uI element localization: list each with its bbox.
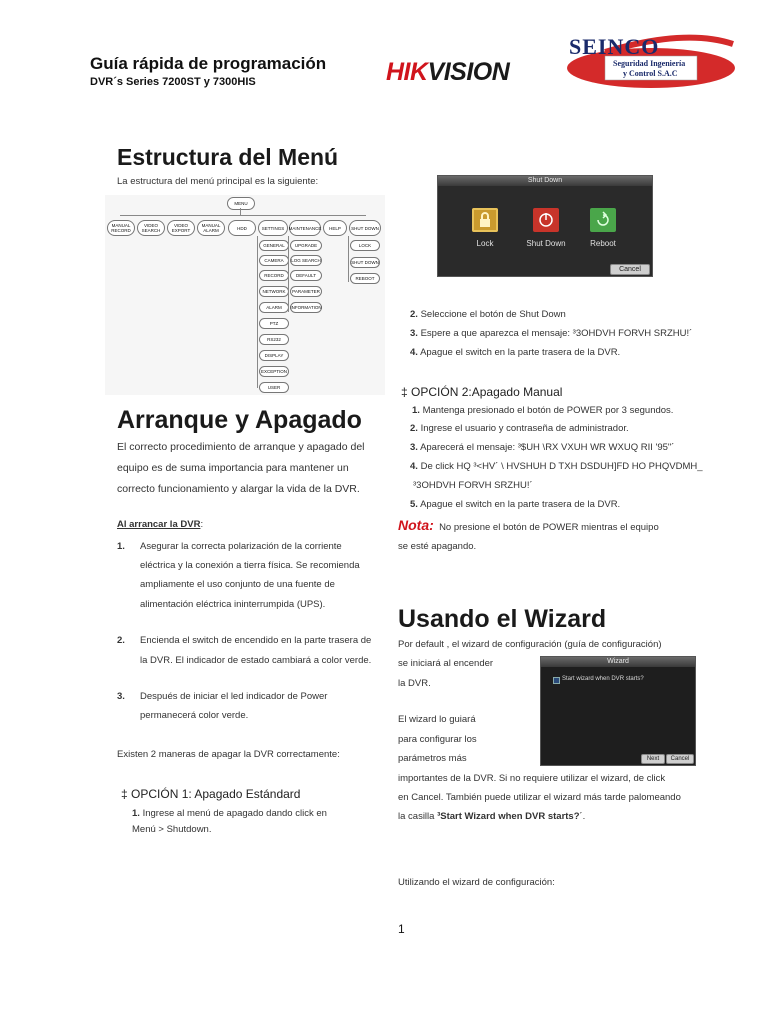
option1-heading <box>121 787 300 801</box>
wizard-cancel-button[interactable]: Cancel <box>666 754 694 764</box>
nota-line-2: se esté apagando. <box>398 541 477 552</box>
startup-item-2-num: 2. <box>117 635 125 646</box>
shutdown-lock-label[interactable]: Lock <box>476 239 494 248</box>
option2-step-4-num: 4. <box>410 461 418 472</box>
al-arrancar-heading <box>117 519 203 530</box>
nota-text-1: No presione el botón de POWER mientras el equipo <box>439 522 659 533</box>
wizard-line-9 <box>398 811 585 822</box>
tree-root: MENU <box>227 197 255 210</box>
option2-step-5-text: Apague el switch en la parte trasera de la DVR. <box>420 499 621 510</box>
seinco-name: SEINCO <box>569 34 660 59</box>
wizard-line-3: la DVR. <box>398 678 431 689</box>
wizard-footer: Utilizando el wizard de configuración: <box>398 877 555 888</box>
tree-node-record: RECORD <box>259 270 289 281</box>
shutdown-cancel-button[interactable]: Cancel <box>610 264 650 275</box>
lock-icon <box>472 208 498 232</box>
tree-node-alarm: ALARM <box>259 302 289 313</box>
tree-node-camera: CAMERA <box>259 255 289 266</box>
wizard-line-1: Por default , el wizard de configuración (guía de configuración) <box>398 639 662 650</box>
startup-p2: equipo es de suma importancia para mantener un <box>117 462 349 474</box>
option2-step-2 <box>410 423 629 434</box>
option1-step1 <box>132 808 327 819</box>
tree-node-manual-alarm: MANUAL ALARM <box>197 220 225 236</box>
power-icon-graphic <box>533 208 559 232</box>
tree-node-shutdown: SHUT DOWN <box>349 220 381 236</box>
al-arrancar-text: Al arrancar la DVR <box>117 519 201 530</box>
tree-node-help: HELP <box>323 220 347 236</box>
nota-line-1 <box>398 517 659 533</box>
two-ways-text: Existen 2 maneras de apagar la DVR correctamente: <box>117 749 340 760</box>
option2-step-1-num: 1. <box>412 405 420 416</box>
wizard-line-5: para configurar los <box>398 734 477 745</box>
option2-step-5-num: 5. <box>410 499 418 510</box>
wizard-line-9b: ³Start Wizard when DVR starts? <box>437 811 580 822</box>
tree-node-settings: SETTINGS <box>258 220 288 236</box>
startup-item-2-l1: Encienda el switch de encendido en la parte trasera de <box>140 635 372 646</box>
startup-item-3-l2: permanecerá color verde. <box>140 710 249 721</box>
option1-step1-cont: Menú > Shutdown. <box>132 824 212 835</box>
startup-item-3-num: 3. <box>117 691 125 702</box>
startup-item-3-l1: Después de iniciar el led indicador de Power <box>140 691 328 702</box>
wizard-line-8: en Cancel. También puede utilizar el wizard más tarde palomeando <box>398 792 681 803</box>
option1-step1-text: Ingrese al menú de apagado dando click en <box>142 808 327 819</box>
tree-node-general: GENERAL <box>259 240 289 251</box>
page-number: 1 <box>398 922 405 936</box>
wizard-screenshot <box>540 656 696 766</box>
option2-step-2-num: 2. <box>410 423 418 434</box>
power-icon <box>533 208 559 232</box>
startup-p3: correcto funcionamiento y alargar la vida de la DVR. <box>117 483 360 495</box>
menu-tree-diagram <box>105 195 385 395</box>
tree-node-hdd: HDD <box>228 220 256 236</box>
right-step-2 <box>410 309 566 320</box>
reboot-icon-graphic <box>590 208 616 232</box>
option2-heading <box>401 385 562 399</box>
tree-node-maintenance: MAINTENANCE <box>289 220 321 236</box>
tree-node-reboot: REBOOT <box>350 273 380 284</box>
right-step-3 <box>410 328 692 339</box>
option2-step-3-text: Aparecerá el mensaje: ³$UH \RX VXUH WR WXUQ RII '95"´ <box>420 442 675 453</box>
wizard-line-4: El wizard lo guiará <box>398 714 476 725</box>
wizard-line-2: se iniciará al encender <box>398 658 494 669</box>
menu-structure-heading: Estructura del Menú <box>117 144 339 170</box>
option2-step-2-text: Ingrese el usuario y contraseña de administrador. <box>420 423 629 434</box>
wizard-title-bar: Wizard <box>541 657 695 667</box>
option2-step-4-text: De click HQ ³<HV´ \ HVSHUH D TXH DSDUH]FD HO PHQVDMH_ <box>420 461 703 472</box>
option2-step-4 <box>410 461 703 472</box>
startup-heading: Arranque y Apagado <box>117 406 362 434</box>
wizard-heading: Usando el Wizard <box>398 605 607 633</box>
tree-node-log-search: LOG SEARCH <box>290 255 322 266</box>
seinco-logo <box>565 34 737 90</box>
shutdown-title-bar: Shut Down <box>438 176 652 186</box>
wizard-line-9a: la casilla <box>398 811 438 822</box>
startup-item-1-l2: eléctrica y la conexión a tierra física. Se recomienda <box>140 560 360 571</box>
brand-vision: VISION <box>427 58 510 86</box>
tree-node-exception: EXCEPTION <box>259 366 289 377</box>
tree-node-ptz: PTZ <box>259 318 289 329</box>
shutdown-reboot-label[interactable]: Reboot <box>590 239 616 248</box>
hikvision-logo <box>386 58 509 87</box>
wizard-next-button[interactable]: Next <box>641 754 665 764</box>
tree-node-video-search: VIDEO SEARCH <box>137 220 165 236</box>
startup-item-1-l3: ampliamente el uso conjunto de una fuente de <box>140 579 335 590</box>
right-step-3-text: Espere a que aparezca el mensaje: ³3OHDVH FORVH SRZHU!´ <box>420 328 693 339</box>
reboot-icon <box>590 208 616 232</box>
wizard-checkbox-label: Start wizard when DVR starts? <box>562 676 644 682</box>
right-step-2-text: Seleccione el botón de Shut Down <box>420 309 566 320</box>
tree-node-rs232: RS232 <box>259 334 289 345</box>
option2-step-3-num: 3. <box>410 442 418 453</box>
startup-item-1-l4: alimentación eléctrica ininterrumpida (UPS). <box>140 599 326 610</box>
shutdown-screenshot <box>437 175 653 277</box>
wizard-checkbox[interactable] <box>553 677 560 684</box>
tree-node-network: NETWORK <box>259 286 289 297</box>
option1-title: OPCIÓN 1: Apagado Estándard <box>131 787 301 801</box>
wizard-line-9c: ´. <box>579 811 586 822</box>
right-step-2-num: 2. <box>410 309 418 320</box>
startup-item-1-num: 1. <box>117 541 125 552</box>
tree-node-shut-down: SHUT DOWN <box>350 257 380 268</box>
lock-icon-graphic <box>472 208 498 232</box>
option2-step-5 <box>410 499 620 510</box>
option1-step1-num: 1. <box>132 808 140 819</box>
seinco-tagline-2: y Control S.A.C <box>623 69 678 78</box>
tree-node-lock: LOCK <box>350 240 380 251</box>
option2-step-1 <box>412 405 673 416</box>
option2-step-3 <box>410 442 674 453</box>
tree-node-display: DISPLAY <box>259 350 289 361</box>
seinco-tagline-1: Seguridad Ingeniería <box>613 59 686 68</box>
tree-node-information: INFORMATION <box>290 302 322 313</box>
menu-structure-intro: La estructura del menú principal es la siguiente: <box>117 176 319 187</box>
nota-label: Nota: <box>398 517 434 533</box>
al-arrancar-colon: : <box>200 519 204 530</box>
option2-step-1-text: Mantenga presionado el botón de POWER por 3 segundos. <box>422 405 674 416</box>
right-step-4 <box>410 347 620 358</box>
startup-p1: El correcto procedimiento de arranque y apagado del <box>117 441 365 453</box>
brand-hik: HIK <box>386 58 428 86</box>
right-step-4-num: 4. <box>410 347 418 358</box>
tree-node-default: DEFAULT <box>290 270 322 281</box>
option1-bullet: ‡ <box>121 787 128 801</box>
wizard-line-6: parámetros más <box>398 753 467 764</box>
tree-node-upgrade: UPGRADE <box>290 240 322 251</box>
right-step-3-num: 3. <box>410 328 418 339</box>
option2-bullet: ‡ <box>401 385 408 399</box>
document-title: Guía rápida de programación <box>90 54 327 73</box>
option2-step-4-cont: ³3OHDVH FORVH SRZHU!´ <box>413 480 533 491</box>
right-step-4-text: Apague el switch en la parte trasera de la DVR. <box>420 347 621 358</box>
option2-title: OPCIÓN 2:Apagado Manual <box>411 385 563 399</box>
wizard-line-7: importantes de la DVR. Si no requiere utilizar el wizard, de click <box>398 773 666 784</box>
startup-item-2-l2: la DVR. El indicador de estado cambiará a color verde. <box>140 655 372 666</box>
tree-node-manual-record: MANUAL RECORD <box>107 220 135 236</box>
tree-node-parameter: PARAMETER <box>290 286 322 297</box>
document-subtitle: DVR´s Series 7200ST y 7300HIS <box>90 76 256 88</box>
shutdown-shutdown-label[interactable]: Shut Down <box>526 239 566 248</box>
tree-node-user: USER <box>259 382 289 393</box>
startup-item-1-l1: Asegurar la correcta polarización de la corriente <box>140 541 342 552</box>
tree-node-video-export: VIDEO EXPORT <box>167 220 195 236</box>
